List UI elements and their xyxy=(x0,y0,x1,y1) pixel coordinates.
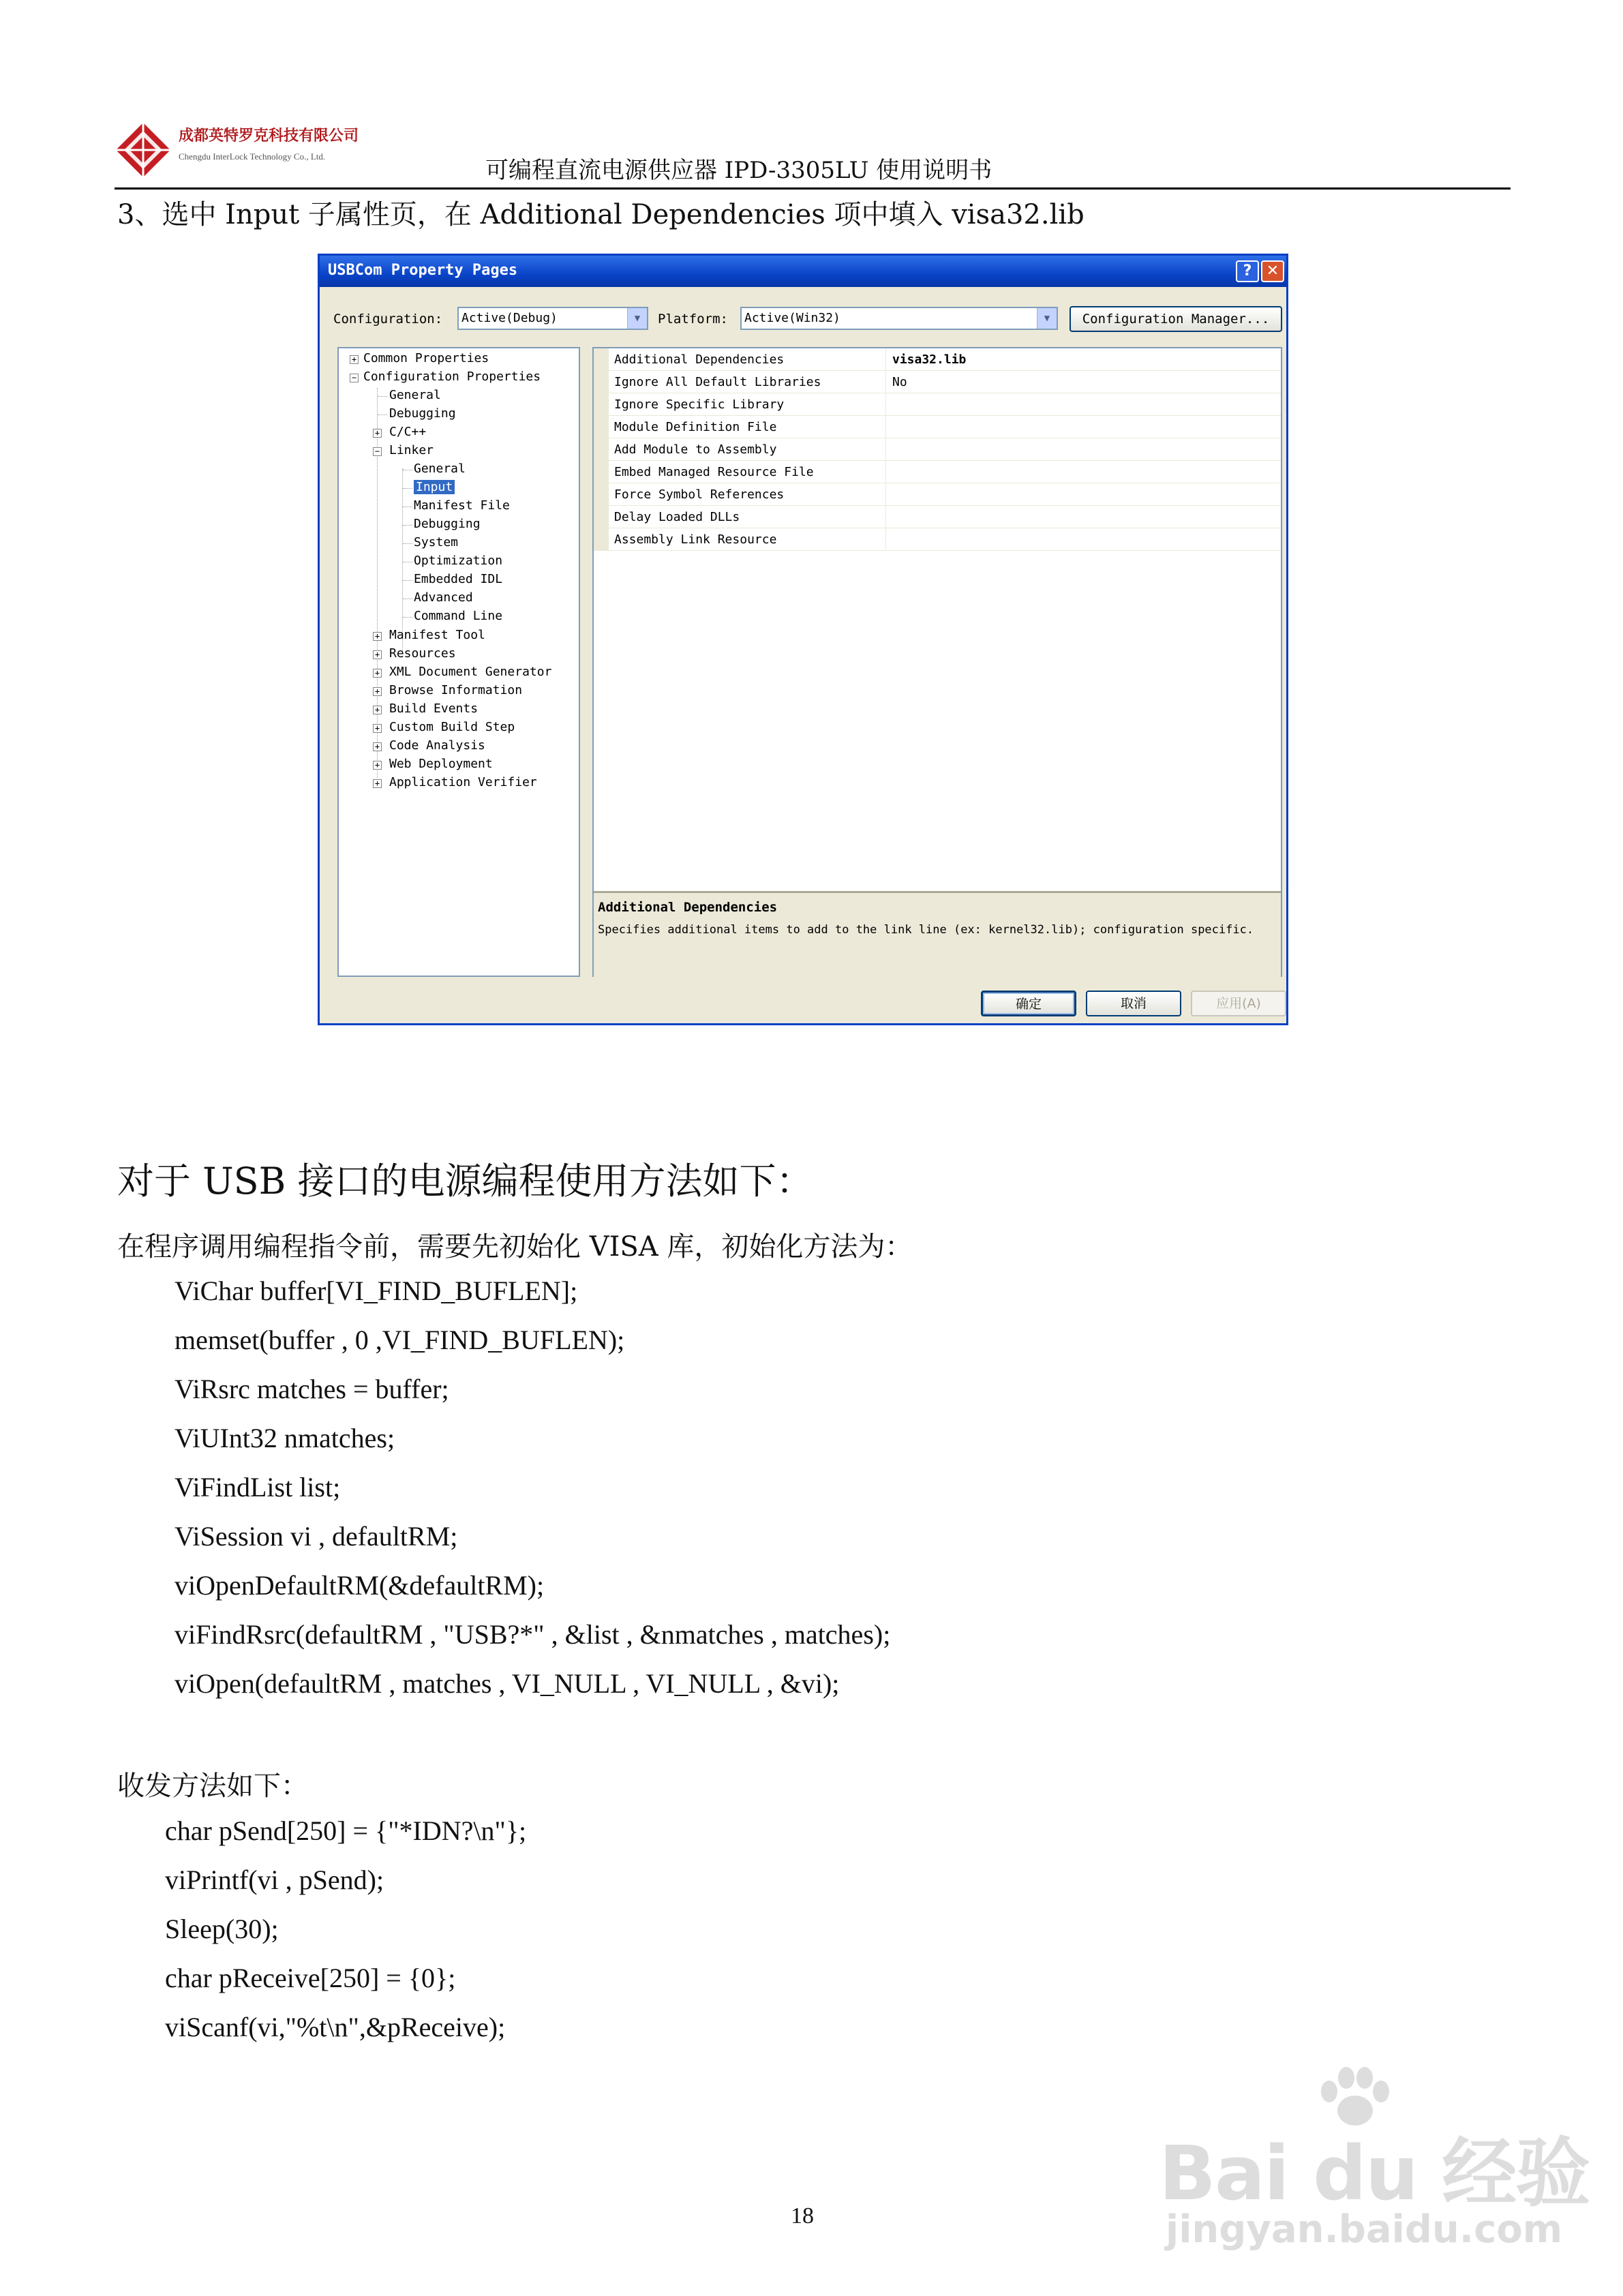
tree-item-common-properties[interactable]: Common Properties xyxy=(363,351,489,365)
row-separator xyxy=(885,371,886,393)
code-line: viFindRsrc(defaultRM , "USB?*" , &list , &nmatches , matches); xyxy=(175,1619,891,1650)
property-value-input[interactable]: No xyxy=(892,375,907,389)
code-line: viOpen(defaultRM , matches , VI_NULL , VI_NULL , &vi); xyxy=(175,1668,840,1699)
configuration-manager-button[interactable]: Configuration Manager... xyxy=(1070,306,1282,332)
tree-line xyxy=(402,468,403,652)
tree-item-advanced[interactable]: Advanced xyxy=(414,590,473,605)
property-value-input[interactable]: visa32.lib xyxy=(892,352,967,367)
property-row[interactable] xyxy=(594,483,1281,506)
tree-item-manifest-file[interactable]: Manifest File xyxy=(414,498,510,513)
code-line: viOpenDefaultRM(&defaultRM); xyxy=(175,1570,545,1601)
company-logo-icon xyxy=(115,121,172,179)
chevron-down-icon[interactable]: ▼ xyxy=(627,308,647,329)
property-name: Delay Loaded DLLs xyxy=(614,510,740,524)
tree-item-system[interactable]: System xyxy=(414,535,459,549)
tree-item-browse-information[interactable]: Browse Information xyxy=(389,683,523,697)
collapse-icon[interactable]: − xyxy=(373,447,382,456)
configuration-label: Configuration: xyxy=(333,312,443,327)
property-row[interactable] xyxy=(594,393,1281,416)
row-gutter xyxy=(594,506,609,528)
cancel-button[interactable]: 取消 xyxy=(1086,991,1181,1016)
expand-icon[interactable]: + xyxy=(373,724,382,733)
document-title: 可编程直流电源供应器 IPD-3305LU 使用说明书 xyxy=(485,157,992,184)
row-separator xyxy=(885,348,886,370)
tree-item-optimization[interactable]: Optimization xyxy=(414,554,503,568)
tree-item-debugging[interactable]: Debugging xyxy=(389,406,456,421)
row-separator xyxy=(885,461,886,483)
tree-item-xml-document-generator[interactable]: XML Document Generator xyxy=(389,665,552,679)
row-gutter xyxy=(594,528,609,550)
dialog-title: USBCom Property Pages xyxy=(328,262,518,279)
property-row[interactable] xyxy=(594,371,1281,393)
tree-item-configuration-properties[interactable]: Configuration Properties xyxy=(363,369,541,384)
tree-line xyxy=(378,396,387,397)
property-name: Ignore Specific Library xyxy=(614,397,785,412)
property-tree xyxy=(337,347,580,977)
tree-line xyxy=(403,617,412,618)
expand-icon[interactable]: + xyxy=(373,429,382,438)
property-name: Ignore All Default Libraries xyxy=(614,375,821,389)
tree-item-custom-build-step[interactable]: Custom Build Step xyxy=(389,720,515,734)
expand-icon[interactable]: + xyxy=(373,632,382,641)
row-gutter xyxy=(594,393,609,415)
company-name-en: Chengdu InterLock Technology Co., Ltd. xyxy=(179,151,326,162)
expand-icon[interactable]: + xyxy=(373,761,382,770)
watermark-url-text: jingyan.baidu.com xyxy=(1166,2207,1563,2252)
row-gutter xyxy=(594,371,609,393)
property-name: Additional Dependencies xyxy=(614,352,785,367)
tree-line xyxy=(378,414,387,415)
tree-line xyxy=(403,488,412,489)
property-row[interactable] xyxy=(594,506,1281,528)
tree-item-linker-input[interactable]: Input xyxy=(414,480,455,494)
watermark-main-text: Bai du 经验 xyxy=(1159,2130,1590,2217)
platform-select[interactable] xyxy=(740,307,1058,330)
configuration-select-value: Active(Debug) xyxy=(461,311,558,325)
tree-item-resources[interactable]: Resources xyxy=(389,646,456,661)
description-title: Additional Dependencies xyxy=(598,900,778,915)
help-button[interactable]: ? xyxy=(1236,260,1259,282)
ok-button[interactable]: 确定 xyxy=(981,991,1076,1016)
expand-icon[interactable]: + xyxy=(373,669,382,678)
tree-item-application-verifier[interactable]: Application Verifier xyxy=(389,775,537,789)
expand-icon[interactable]: + xyxy=(350,355,359,364)
expand-icon[interactable]: + xyxy=(373,706,382,714)
property-grid xyxy=(592,347,1282,977)
baidu-watermark xyxy=(1159,2066,1590,2263)
apply-button[interactable]: 应用(A) xyxy=(1191,991,1286,1016)
page-number: 18 xyxy=(791,2203,814,2229)
tree-line xyxy=(403,525,412,526)
row-gutter xyxy=(594,416,609,438)
property-name: Embed Managed Resource File xyxy=(614,465,814,479)
property-row[interactable] xyxy=(594,416,1281,438)
configuration-select[interactable] xyxy=(457,307,648,330)
property-name: Add Module to Assembly xyxy=(614,442,777,457)
expand-icon[interactable]: + xyxy=(373,779,382,788)
property-row[interactable] xyxy=(594,438,1281,461)
tree-line xyxy=(403,543,412,544)
expand-icon[interactable]: + xyxy=(373,687,382,696)
code-line: Sleep(30); xyxy=(165,1914,279,1944)
tree-item-command-line[interactable]: Command Line xyxy=(414,609,503,623)
dialog-titlebar xyxy=(320,256,1286,287)
tree-line xyxy=(403,580,412,581)
code-line: char pReceive[250] = {0}; xyxy=(165,1963,456,1993)
row-separator xyxy=(885,483,886,505)
send-intro-text: 收发方法如下： xyxy=(117,1770,308,1802)
code-line: ViRsrc matches = buffer; xyxy=(175,1374,449,1404)
collapse-icon[interactable]: − xyxy=(350,374,359,382)
expand-icon[interactable]: + xyxy=(373,742,382,751)
code-line: viPrintf(vi , pSend); xyxy=(165,1864,384,1895)
row-gutter xyxy=(594,483,609,505)
description-pane xyxy=(594,891,1281,978)
header-divider xyxy=(115,187,1511,190)
code-line: ViUInt32 nmatches; xyxy=(175,1423,395,1453)
tree-item-web-deployment[interactable]: Web Deployment xyxy=(389,757,493,771)
code-line: ViFindList list; xyxy=(175,1472,341,1502)
tree-item-general[interactable]: General xyxy=(389,388,441,402)
tree-item-code-analysis[interactable]: Code Analysis xyxy=(389,738,485,753)
property-row[interactable] xyxy=(594,348,1281,371)
tree-item-embedded-idl[interactable]: Embedded IDL xyxy=(414,572,503,586)
step-instruction: 3、选中 Input 子属性页，在 Additional Dependencies 项中填入 visa32.lib xyxy=(117,199,1084,230)
property-row[interactable] xyxy=(594,528,1281,551)
property-name: Assembly Link Resource xyxy=(614,532,777,547)
section-heading: 对于 USB 接口的电源编程使用方法如下： xyxy=(117,1160,813,1203)
code-line: memset(buffer , 0 ,VI_FIND_BUFLEN); xyxy=(175,1325,625,1355)
tree-item-linker[interactable]: Linker xyxy=(389,443,434,457)
platform-select-value: Active(Win32) xyxy=(744,311,840,325)
row-separator xyxy=(885,528,886,550)
row-separator xyxy=(885,416,886,438)
row-separator xyxy=(885,506,886,528)
close-button[interactable]: ✕ xyxy=(1261,260,1284,282)
property-pages-dialog xyxy=(318,254,1288,1025)
property-row[interactable] xyxy=(594,461,1281,483)
tree-item-linker-debugging[interactable]: Debugging xyxy=(414,517,481,531)
init-intro-text: 在程序调用编程指令前，需要先初始化 VISA 库，初始化方法为： xyxy=(117,1231,913,1263)
tree-item-c-cpp[interactable]: C/C++ xyxy=(389,425,427,439)
tree-item-manifest-tool[interactable]: Manifest Tool xyxy=(389,628,485,642)
platform-label: Platform: xyxy=(658,312,728,327)
company-name-cn: 成都英特罗克科技有限公司 xyxy=(179,127,359,145)
tree-item-build-events[interactable]: Build Events xyxy=(389,701,479,716)
code-line: ViChar buffer[VI_FIND_BUFLEN]; xyxy=(175,1275,578,1306)
description-text: Specifies additional items to add to the link line (ex: kernel32.lib); configuration specific. xyxy=(598,923,1254,937)
row-separator xyxy=(885,438,886,460)
expand-icon[interactable]: + xyxy=(373,650,382,659)
row-separator xyxy=(885,393,886,415)
property-name: Force Symbol References xyxy=(614,487,785,502)
code-line: ViSession vi , defaultRM; xyxy=(175,1521,458,1552)
tree-item-linker-general[interactable]: General xyxy=(414,462,466,476)
code-line: viScanf(vi,"%t\n",&pReceive); xyxy=(165,2012,506,2042)
code-line: char pSend[250] = {"*IDN?\n"}; xyxy=(165,1815,527,1846)
row-gutter xyxy=(594,348,609,370)
row-gutter xyxy=(594,438,609,460)
row-gutter xyxy=(594,461,609,483)
property-name: Module Definition File xyxy=(614,420,777,434)
chevron-down-icon[interactable]: ▼ xyxy=(1037,308,1057,329)
